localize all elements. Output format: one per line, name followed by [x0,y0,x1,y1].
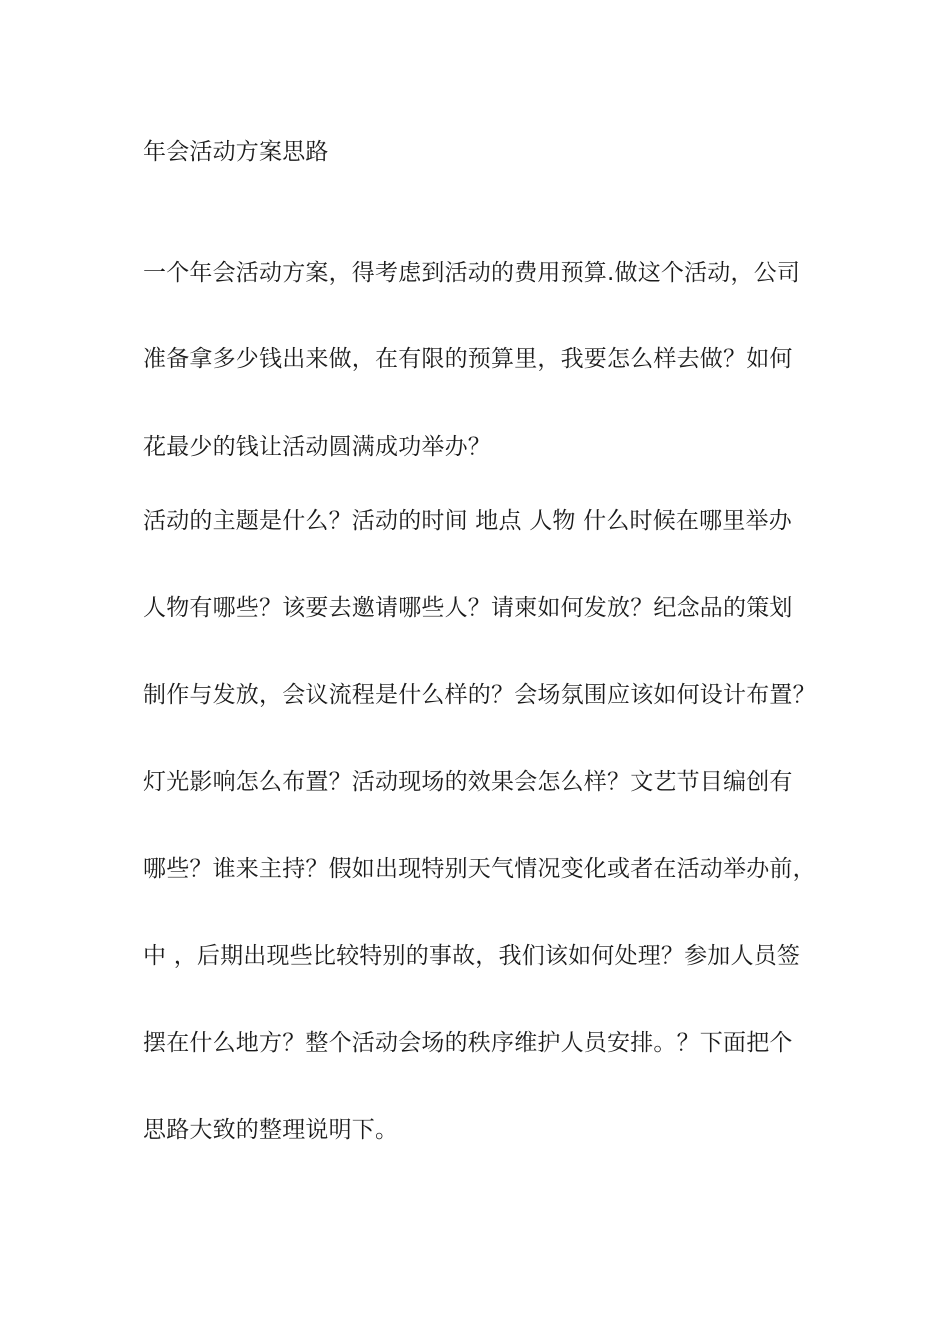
paragraph-line: 制作与发放，会议流程是什么样的？会场氛围应该如何设计布置？ [143,682,816,708]
paragraph-line: 准备拿多少钱出来做，在有限的预算里，我要怎么样去做？如何 [143,346,793,372]
paragraph-line: 人物有哪些？该要去邀请哪些人？请柬如何发放？纪念品的策划 [143,595,793,621]
paragraph-line: 花最少的钱让活动圆满成功举办？ [143,434,491,460]
paragraph-line: 活动的主题是什么？活动的时间 地点 人物 什么时候在哪里举办 [143,508,792,534]
paragraph-line: 哪些？谁来主持？假如出现特别天气情况变化或者在活动举办前， [143,856,816,882]
paragraph-line: 摆在什么地方？整个活动会场的秩序维护人员安排。？下面把个 [143,1030,793,1056]
document-title: 年会活动方案思路 [143,139,329,165]
paragraph-line: 思路大致的整理说明下。 [143,1117,399,1143]
paragraph-line: 一个年会活动方案，得考虑到活动的费用预算.做这个活动，公司 [143,260,801,286]
paragraph-line: 灯光影响怎么布置？活动现场的效果会怎么样？文艺节目编创有 [143,769,793,795]
paragraph-line: 中 ，后期出现些比较特别的事故，我们该如何处理？参加人员签 [143,943,801,969]
